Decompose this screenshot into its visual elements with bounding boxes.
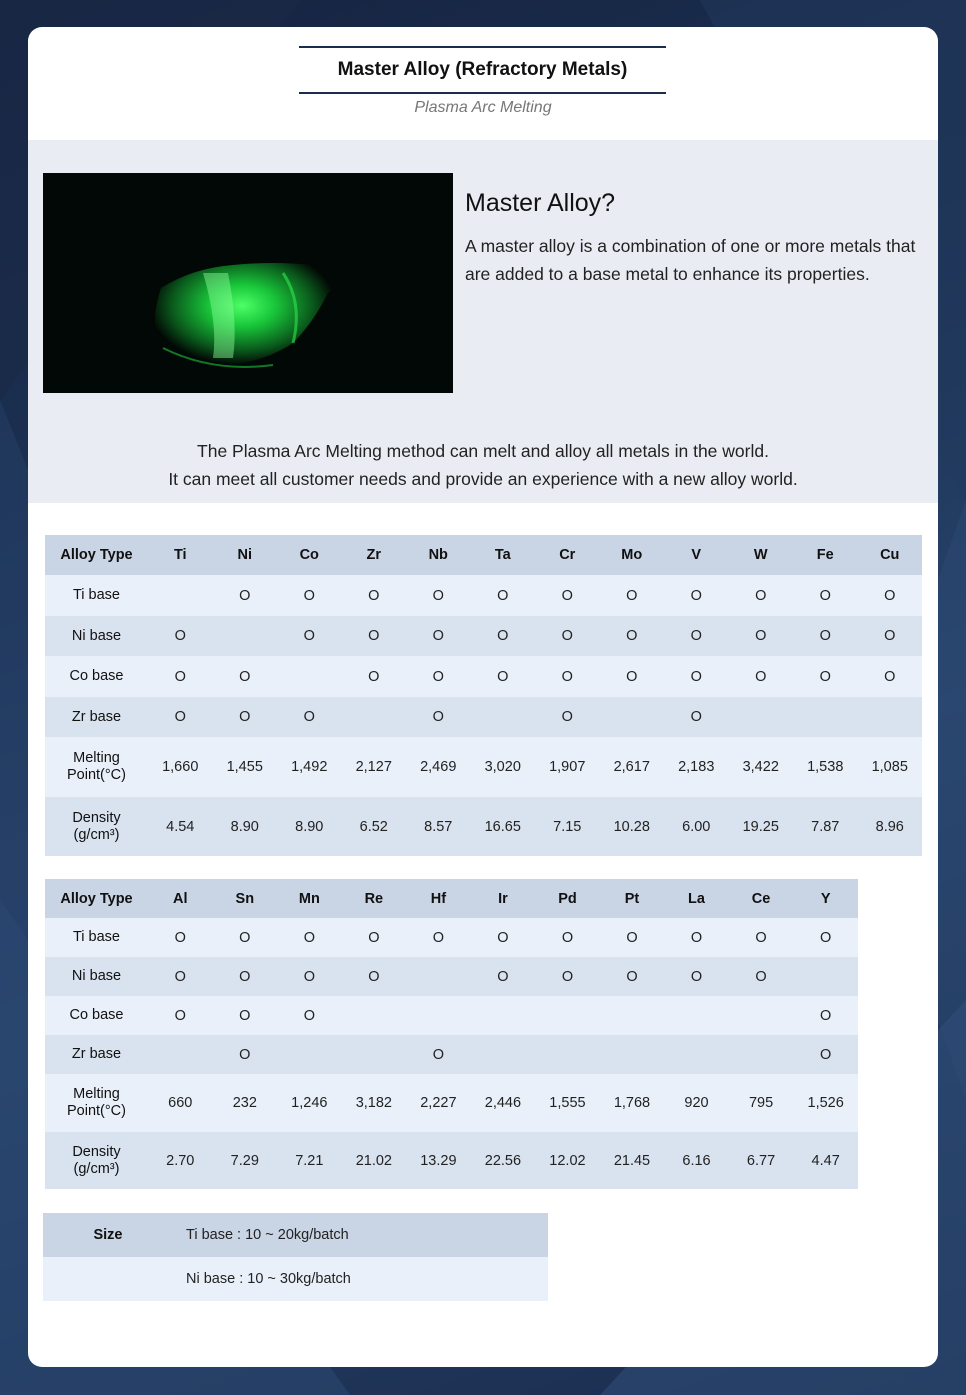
table-cell: 1,492	[277, 737, 342, 797]
table-cell: O	[342, 918, 407, 957]
table-cell	[793, 697, 858, 737]
page-subtitle: Plasma Arc Melting	[414, 99, 552, 116]
element-header: Mn	[277, 879, 342, 918]
table-cell	[277, 656, 342, 697]
table-cell: O	[148, 656, 213, 697]
table-cell: O	[406, 918, 471, 957]
table-cell: O	[664, 697, 729, 737]
table-row	[45, 918, 858, 957]
table-cell	[471, 996, 536, 1035]
table-cell: 1,660	[148, 737, 213, 797]
table-row	[45, 575, 922, 616]
table-cell: O	[406, 697, 471, 737]
table-cell: O	[858, 656, 923, 697]
element-header: Zr	[342, 535, 407, 575]
table-cell: O	[213, 918, 278, 957]
table-cell: 7.87	[793, 797, 858, 856]
size-value-ni: Ni base : 10 ~ 30kg/batch	[173, 1257, 548, 1301]
table-cell	[342, 1035, 407, 1074]
table-cell: O	[535, 575, 600, 616]
table-cell: O	[600, 575, 665, 616]
table-cell: O	[277, 957, 342, 996]
table-cell: 920	[664, 1074, 729, 1132]
element-header: Sn	[213, 879, 278, 918]
table-cell: 2,469	[406, 737, 471, 797]
table-cell: 7.21	[277, 1132, 342, 1189]
table-cell: O	[793, 656, 858, 697]
table-cell	[600, 1035, 665, 1074]
table-row	[45, 1074, 858, 1132]
table-cell: O	[535, 616, 600, 656]
element-header: Ir	[471, 879, 536, 918]
table-cell: O	[148, 918, 213, 957]
table-cell: O	[213, 697, 278, 737]
table-cell: O	[213, 957, 278, 996]
table-cell: O	[148, 697, 213, 737]
table-row	[45, 1035, 858, 1074]
row-label: Zr base	[45, 1035, 148, 1074]
row-label: Ti base	[45, 575, 148, 616]
table-row	[45, 697, 922, 737]
table-cell: O	[600, 656, 665, 697]
row-label: Ti base	[45, 918, 148, 957]
row-label: Co base	[45, 996, 148, 1035]
table-cell: 7.15	[535, 797, 600, 856]
table-cell: 3,020	[471, 737, 536, 797]
table-cell: O	[729, 616, 794, 656]
size-label: Size	[43, 1213, 173, 1257]
table-cell: 6.00	[664, 797, 729, 856]
table-cell: 1,555	[535, 1074, 600, 1132]
table-cell: O	[793, 996, 858, 1035]
intro-heading: Master Alloy?	[465, 189, 616, 217]
table-row	[45, 737, 922, 797]
table-cell	[213, 616, 278, 656]
table-cell: 1,768	[600, 1074, 665, 1132]
table-cell: 3,182	[342, 1074, 407, 1132]
table-cell: O	[793, 1035, 858, 1074]
table-row	[45, 797, 922, 856]
table-cell: 8.96	[858, 797, 923, 856]
table-cell: O	[793, 616, 858, 656]
element-header: Mo	[600, 535, 665, 575]
table-cell: 1,907	[535, 737, 600, 797]
table-cell: O	[535, 918, 600, 957]
table-cell: O	[729, 575, 794, 616]
table-cell	[406, 996, 471, 1035]
element-header: Fe	[793, 535, 858, 575]
table-cell: O	[406, 1035, 471, 1074]
table-cell: O	[729, 957, 794, 996]
table-cell	[600, 996, 665, 1035]
table-cell: 8.90	[277, 797, 342, 856]
table-cell: O	[664, 656, 729, 697]
table-cell: O	[148, 957, 213, 996]
table-cell	[148, 1035, 213, 1074]
table-row	[45, 616, 922, 656]
table-cell: 16.65	[471, 797, 536, 856]
table-cell: 3,422	[729, 737, 794, 797]
table-cell	[664, 1035, 729, 1074]
element-header: Ce	[729, 879, 794, 918]
table-cell: O	[277, 918, 342, 957]
table-cell: 795	[729, 1074, 794, 1132]
table-header-alloy-type: Alloy Type	[45, 535, 148, 575]
element-header: Cu	[858, 535, 923, 575]
table-cell: O	[213, 996, 278, 1035]
table-cell: 1,455	[213, 737, 278, 797]
size-value-ti: Ti base : 10 ~ 20kg/batch	[173, 1213, 548, 1257]
table-cell: 7.29	[213, 1132, 278, 1189]
table-cell: 8.90	[213, 797, 278, 856]
table-cell: 4.47	[793, 1132, 858, 1189]
element-header: Ta	[471, 535, 536, 575]
table-cell: O	[729, 656, 794, 697]
row-label: Ni base	[45, 616, 148, 656]
element-header: Ni	[213, 535, 278, 575]
table-cell: 8.57	[406, 797, 471, 856]
table-cell: 1,085	[858, 737, 923, 797]
table-cell	[535, 996, 600, 1035]
table-cell: O	[277, 697, 342, 737]
table-cell: 6.52	[342, 797, 407, 856]
table-cell	[406, 957, 471, 996]
table-cell: O	[148, 996, 213, 1035]
table-cell: O	[729, 918, 794, 957]
row-label: Melting Point(°C)	[45, 737, 148, 797]
table-cell	[729, 697, 794, 737]
table-cell: 2,183	[664, 737, 729, 797]
table-cell: O	[664, 957, 729, 996]
element-header: Ti	[148, 535, 213, 575]
table-cell: 2,127	[342, 737, 407, 797]
table-cell: 4.54	[148, 797, 213, 856]
table-cell: O	[406, 616, 471, 656]
table-row	[45, 1132, 858, 1189]
table-cell: 660	[148, 1074, 213, 1132]
table-cell: 13.29	[406, 1132, 471, 1189]
row-label: Co base	[45, 656, 148, 697]
row-label: Ni base	[45, 957, 148, 996]
intro-line-1: The Plasma Arc Melting method can melt and alloy all metals in the world.	[197, 441, 769, 461]
table-cell: O	[664, 918, 729, 957]
table-cell: O	[793, 918, 858, 957]
table-cell: O	[600, 616, 665, 656]
table-cell: O	[406, 656, 471, 697]
element-header: Y	[793, 879, 858, 918]
table-cell: 1,246	[277, 1074, 342, 1132]
table-cell: 21.02	[342, 1132, 407, 1189]
size-table	[43, 1213, 548, 1301]
table-cell: O	[277, 575, 342, 616]
table-cell: 2.70	[148, 1132, 213, 1189]
element-header: Nb	[406, 535, 471, 575]
intro-line-2: It can meet all customer needs and provide an experience with a new alloy world.	[168, 469, 798, 489]
element-header: Re	[342, 879, 407, 918]
row-label: Density (g/cm³)	[45, 1132, 148, 1189]
size-label-empty	[43, 1257, 173, 1301]
table-cell: O	[600, 918, 665, 957]
table-row	[45, 656, 922, 697]
table-cell: O	[342, 957, 407, 996]
table-cell: 22.56	[471, 1132, 536, 1189]
table-cell: 6.77	[729, 1132, 794, 1189]
table-cell: O	[535, 697, 600, 737]
table-cell	[148, 575, 213, 616]
table-cell: O	[471, 575, 536, 616]
table-cell: O	[793, 575, 858, 616]
table-cell: 6.16	[664, 1132, 729, 1189]
row-label: Density (g/cm³)	[45, 797, 148, 856]
page-title: Master Alloy (Refractory Metals)	[299, 46, 666, 94]
table-cell: O	[342, 656, 407, 697]
table-row	[45, 996, 858, 1035]
element-header: W	[729, 535, 794, 575]
table-cell	[471, 1035, 536, 1074]
table-cell: O	[148, 616, 213, 656]
table-cell: O	[277, 616, 342, 656]
table-cell	[858, 697, 923, 737]
table-cell: O	[471, 918, 536, 957]
content-card	[28, 27, 938, 1367]
table-cell: O	[277, 996, 342, 1035]
plasma-arc-photo	[43, 173, 453, 393]
element-header: La	[664, 879, 729, 918]
table-cell: O	[471, 656, 536, 697]
table-cell: 1,538	[793, 737, 858, 797]
table-cell	[342, 697, 407, 737]
element-header: Cr	[535, 535, 600, 575]
element-header: Co	[277, 535, 342, 575]
table-cell	[793, 957, 858, 996]
table-cell: O	[213, 1035, 278, 1074]
table-cell: 21.45	[600, 1132, 665, 1189]
table-row	[45, 957, 858, 996]
table-cell: O	[213, 575, 278, 616]
table-cell	[471, 697, 536, 737]
table-cell	[535, 1035, 600, 1074]
intro-section	[28, 140, 938, 503]
alloy-table-2	[45, 879, 858, 1189]
table-cell: O	[342, 575, 407, 616]
table-cell: O	[471, 616, 536, 656]
table-header-alloy-type: Alloy Type	[45, 879, 148, 918]
row-label: Zr base	[45, 697, 148, 737]
element-header: V	[664, 535, 729, 575]
table-cell: O	[858, 616, 923, 656]
table-cell: 19.25	[729, 797, 794, 856]
table-cell: 2,617	[600, 737, 665, 797]
table-cell: 2,446	[471, 1074, 536, 1132]
table-cell	[729, 1035, 794, 1074]
table-cell: O	[600, 957, 665, 996]
table-cell: O	[535, 957, 600, 996]
table-cell: O	[535, 656, 600, 697]
table-cell: O	[213, 656, 278, 697]
table-cell: O	[342, 616, 407, 656]
row-label: Melting Point(°C)	[45, 1074, 148, 1132]
table-cell: 10.28	[600, 797, 665, 856]
table-cell: 1,526	[793, 1074, 858, 1132]
table-cell	[342, 996, 407, 1035]
element-header: Pt	[600, 879, 665, 918]
intro-body: A master alloy is a combination of one or more metals that are added to a base metal to enhance its properties.	[465, 236, 916, 284]
table-cell: 2,227	[406, 1074, 471, 1132]
element-header: Al	[148, 879, 213, 918]
table-cell	[277, 1035, 342, 1074]
table-cell	[664, 996, 729, 1035]
element-header: Pd	[535, 879, 600, 918]
element-header: Hf	[406, 879, 471, 918]
table-cell: O	[664, 575, 729, 616]
table-cell: O	[406, 575, 471, 616]
table-cell: O	[664, 616, 729, 656]
table-cell	[729, 996, 794, 1035]
table-cell: O	[858, 575, 923, 616]
table-cell: 232	[213, 1074, 278, 1132]
alloy-table-1	[45, 535, 922, 856]
table-cell	[600, 697, 665, 737]
table-cell: O	[471, 957, 536, 996]
table-cell: 12.02	[535, 1132, 600, 1189]
